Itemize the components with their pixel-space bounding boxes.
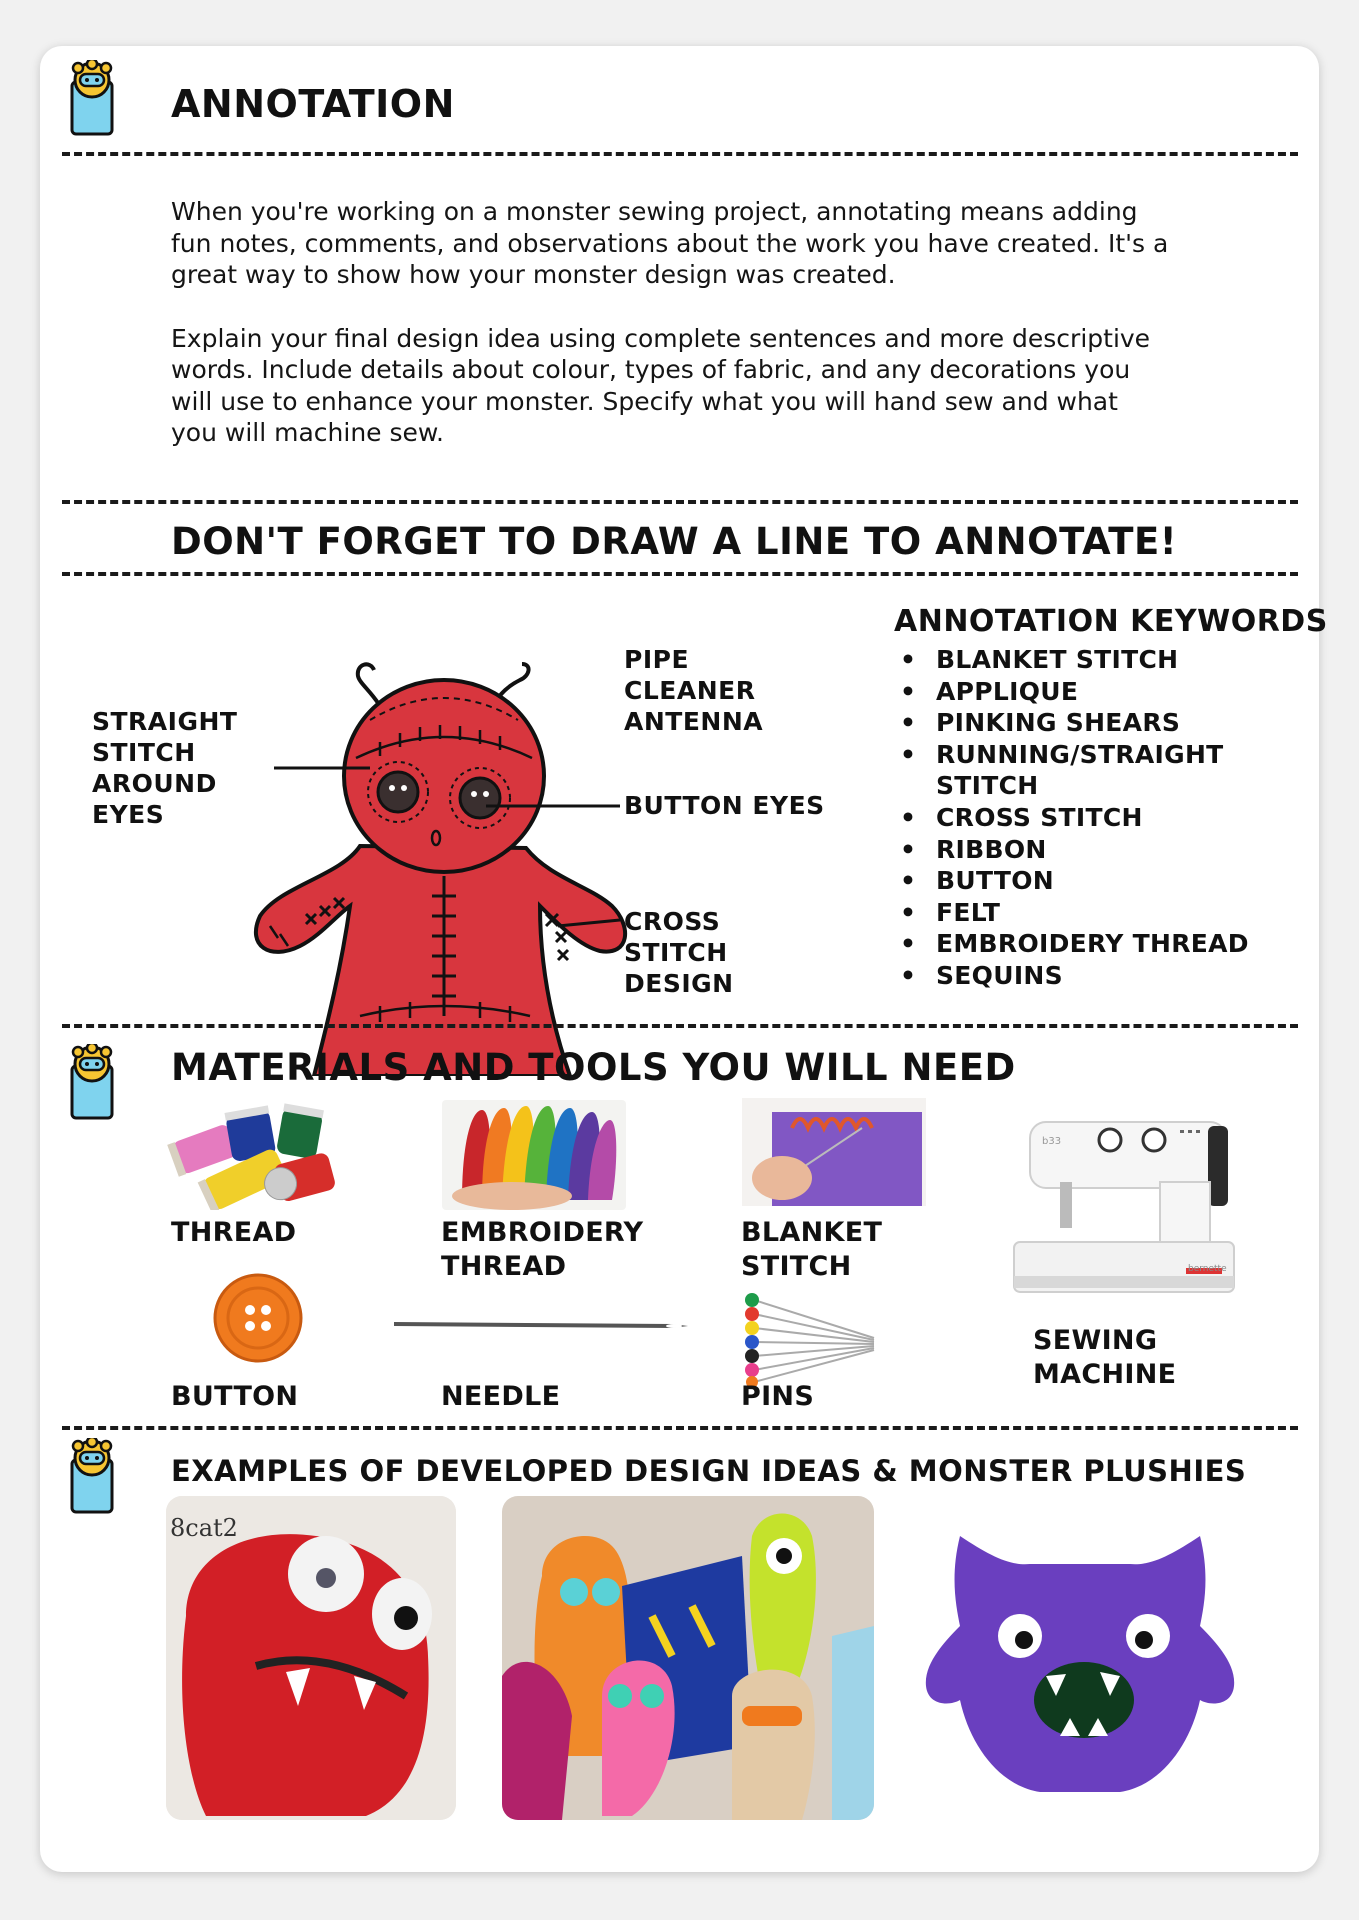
label-needle: NEEDLE [441, 1381, 561, 1412]
keywords-title: ANNOTATION KEYWORDS [894, 604, 1328, 639]
pins-image [740, 1288, 880, 1388]
mascot-icon [66, 60, 118, 138]
label-sewing-machine: SEWING MACHINE [1033, 1325, 1177, 1390]
annotation-title: ANNOTATION [171, 82, 455, 126]
example-photo-red-monster [166, 1496, 456, 1820]
annotation-body [171, 196, 1171, 481]
reminder-title: DON'T FORGET TO DRAW A LINE TO ANNOTATE! [171, 520, 1178, 563]
label-straight-stitch: STRAIGHT STITCH AROUND EYES [92, 707, 238, 829]
photo-note: 8cat2 [170, 1514, 238, 1542]
needle-image [392, 1312, 692, 1336]
sewing-machine-brand: bernette [1188, 1264, 1227, 1274]
label-cross-stitch: CROSS STITCH DESIGN [624, 907, 734, 998]
monster-diagram [240, 616, 680, 1076]
divider [62, 500, 1298, 504]
label-embroidery-thread: EMBROIDERY THREAD [441, 1217, 644, 1282]
label-thread: THREAD [171, 1217, 297, 1248]
keyword-item: • RIBBON [896, 834, 1256, 866]
sewing-machine-model: b33 [1042, 1136, 1062, 1147]
embroidery-thread-image [442, 1100, 626, 1210]
keyword-item: • EMBROIDERY THREAD [896, 928, 1256, 960]
red-monster-illustration [166, 1496, 456, 1820]
keyword-item: • CROSS STITCH [896, 802, 1256, 834]
example-photo-plushie-group [502, 1496, 874, 1820]
keywords-list [896, 644, 1256, 992]
mascot-icon [66, 1044, 118, 1122]
examples-title: EXAMPLES OF DEVELOPED DESIGN IDEAS & MONSTER PLUSHIES [171, 1454, 1247, 1488]
divider [62, 1024, 1298, 1028]
mascot-icon [66, 1438, 118, 1516]
keyword-item: • PINKING SHEARS [896, 707, 1256, 739]
thread-image [166, 1102, 346, 1210]
annotation-paragraph-1: When you're working on a monster sewing project, annotating means adding fun notes, comments, and observations about the work you have created. It's a great way to show how your monster design was created. [171, 197, 1169, 289]
label-blanket-stitch: BLANKET STITCH [741, 1217, 883, 1282]
label-pins: PINS [741, 1381, 815, 1412]
divider [62, 1426, 1298, 1430]
purple-monster-illustration [920, 1496, 1240, 1820]
example-photo-purple-monster [920, 1496, 1240, 1820]
keyword-item: • RUNNING/STRAIGHT STITCH [896, 739, 1216, 802]
blanket-stitch-image [742, 1098, 926, 1206]
button-image [212, 1272, 304, 1364]
worksheet-page [40, 46, 1328, 1872]
materials-title: MATERIALS AND TOOLS YOU WILL NEED [171, 1046, 1016, 1089]
plushie-group-illustration [502, 1496, 874, 1820]
divider [62, 572, 1298, 576]
keyword-item: • APPLIQUE [896, 676, 1256, 708]
label-button-eyes: BUTTON EYES [624, 791, 825, 820]
divider [62, 152, 1298, 156]
keyword-item: • FELT [896, 897, 1256, 929]
keyword-item: • BUTTON [896, 865, 1256, 897]
annotation-paragraph-2: Explain your final design idea using complete sentences and more descriptive words. Include details about colour, types of fabric, and any decorations you will use to enhance your monster. Specify what you will hand sew and what you will machine sew. [171, 323, 1151, 447]
keyword-item: • SEQUINS [896, 960, 1256, 992]
keyword-item: • BLANKET STITCH [896, 644, 1256, 676]
label-button: BUTTON [171, 1381, 299, 1412]
label-pipe-cleaner: PIPE CLEANER ANTENNA [624, 645, 764, 736]
